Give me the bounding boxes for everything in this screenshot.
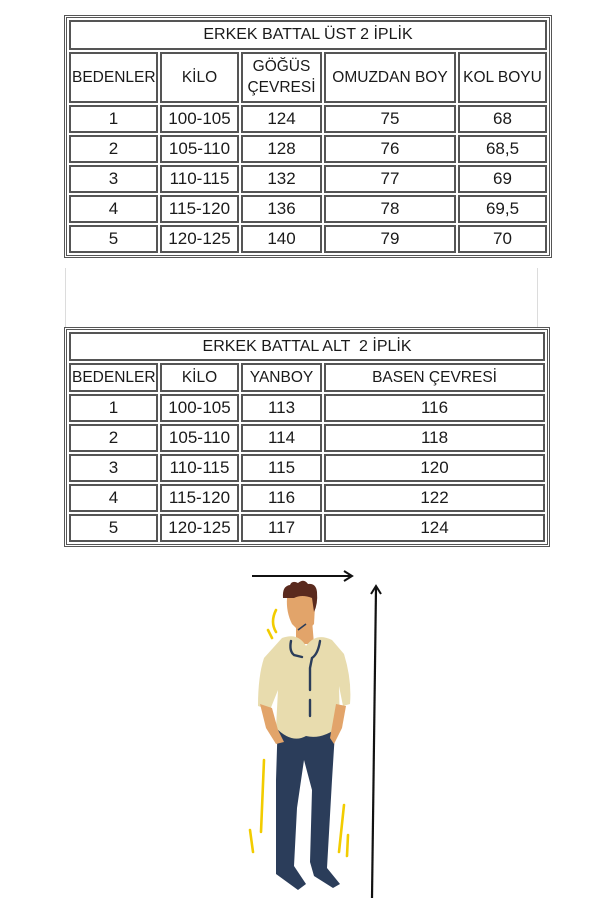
table-row <box>69 514 545 542</box>
cell-beden: 3 <box>69 454 158 482</box>
cell-beden: 5 <box>69 514 158 542</box>
cell-omuzdan-boy: 75 <box>324 105 456 133</box>
cell-kol-boyu: 68 <box>458 105 547 133</box>
cell-beden: 4 <box>69 484 158 512</box>
cell-beden: 1 <box>69 105 158 133</box>
cell-kilo: 105-110 <box>160 135 239 163</box>
table-row <box>69 424 545 452</box>
cell-kol-boyu: 68,5 <box>458 135 547 163</box>
cell-kilo: 105-110 <box>160 424 239 452</box>
cell-kilo: 110-115 <box>160 454 239 482</box>
header-bedenler: BEDENLER <box>69 363 158 392</box>
table-row <box>69 135 547 163</box>
table-row <box>69 195 547 223</box>
cell-yanboy: 115 <box>241 454 322 482</box>
cell-basen: 120 <box>324 454 545 482</box>
upper-table-title: ERKEK BATTAL ÜST 2 İPLİK <box>69 20 547 50</box>
cell-kilo: 120-125 <box>160 225 239 253</box>
cell-beden: 4 <box>69 195 158 223</box>
header-gogus-line2: ÇEVRESİ <box>247 78 316 96</box>
sheet-guide-left <box>65 268 66 328</box>
height-arrow-icon <box>371 586 381 898</box>
cell-beden: 5 <box>69 225 158 253</box>
header-kilo: KİLO <box>160 363 239 392</box>
cell-gogus: 140 <box>241 225 322 253</box>
cell-omuzdan-boy: 77 <box>324 165 456 193</box>
header-kol-boyu: KOL BOYU <box>458 52 547 103</box>
cell-yanboy: 113 <box>241 394 322 422</box>
header-bedenler: BEDENLER <box>69 52 158 103</box>
cell-basen: 124 <box>324 514 545 542</box>
cell-gogus: 136 <box>241 195 322 223</box>
cell-omuzdan-boy: 78 <box>324 195 456 223</box>
cell-gogus: 132 <box>241 165 322 193</box>
header-basen-cevresi: BASEN ÇEVRESİ <box>324 363 545 392</box>
cell-kol-boyu: 70 <box>458 225 547 253</box>
header-yanboy: YANBOY <box>241 363 322 392</box>
table-row <box>69 394 545 422</box>
lower-table-title: ERKEK BATTAL ALT 2 İPLİK <box>69 332 545 361</box>
header-kilo: KİLO <box>160 52 239 103</box>
table-row <box>69 454 545 482</box>
cell-kilo: 110-115 <box>160 165 239 193</box>
header-omuzdan-boy: OMUZDAN BOY <box>324 52 456 103</box>
cell-kilo: 120-125 <box>160 514 239 542</box>
cell-kol-boyu: 69 <box>458 165 547 193</box>
cell-beden: 3 <box>69 165 158 193</box>
header-gogus-cevresi <box>241 52 322 103</box>
cell-yanboy: 114 <box>241 424 322 452</box>
cell-gogus: 128 <box>241 135 322 163</box>
man-figure <box>258 581 350 890</box>
cell-basen: 122 <box>324 484 545 512</box>
cell-kilo: 115-120 <box>160 484 239 512</box>
cell-gogus: 124 <box>241 105 322 133</box>
cell-omuzdan-boy: 76 <box>324 135 456 163</box>
cell-beden: 2 <box>69 135 158 163</box>
lower-size-table <box>64 327 550 547</box>
cell-yanboy: 116 <box>241 484 322 512</box>
table-row <box>69 165 547 193</box>
cell-omuzdan-boy: 79 <box>324 225 456 253</box>
model-illustration <box>0 560 600 900</box>
cell-basen: 116 <box>324 394 545 422</box>
cell-kilo: 115-120 <box>160 195 239 223</box>
cell-kilo: 100-105 <box>160 394 239 422</box>
cell-beden: 1 <box>69 394 158 422</box>
cell-basen: 118 <box>324 424 545 452</box>
table-row <box>69 105 547 133</box>
cell-beden: 2 <box>69 424 158 452</box>
header-gogus-line1: GÖĞÜS <box>252 57 311 75</box>
table-row <box>69 225 547 253</box>
cell-kilo: 100-105 <box>160 105 239 133</box>
upper-size-table <box>64 15 552 258</box>
cell-yanboy: 117 <box>241 514 322 542</box>
table-row <box>69 484 545 512</box>
width-arrow-icon <box>252 571 352 581</box>
sheet-guide-right <box>537 268 538 328</box>
cell-kol-boyu: 69,5 <box>458 195 547 223</box>
